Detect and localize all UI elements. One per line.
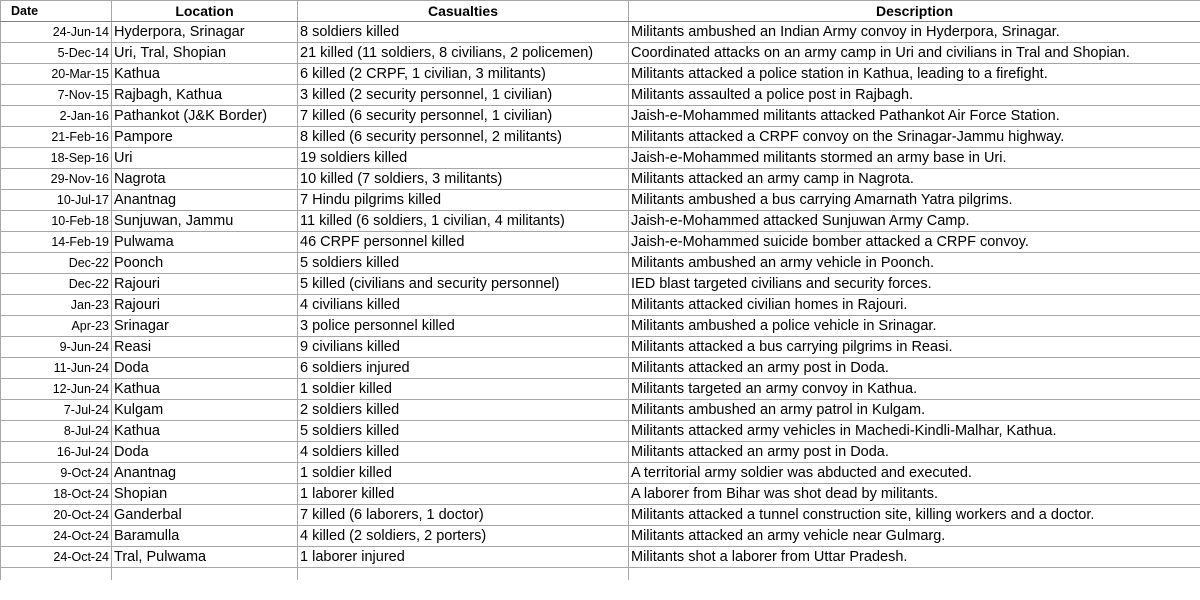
cell-date-empty[interactable] (1, 568, 112, 580)
cell-location-empty[interactable] (112, 568, 298, 580)
cell-location[interactable]: Kathua (112, 421, 298, 442)
table-row (1, 43, 1200, 64)
table-row (1, 358, 1200, 379)
cell-location[interactable]: Hyderpora, Srinagar (112, 22, 298, 43)
cell-description[interactable]: Militants assaulted a police post in Rajbagh. (629, 85, 1200, 106)
cell-description[interactable]: Militants shot a laborer from Uttar Pradesh. (629, 547, 1200, 568)
table-row (1, 85, 1200, 106)
cell-description[interactable]: Militants ambushed an army patrol in Kulgam. (629, 400, 1200, 421)
cell-location[interactable]: Doda (112, 358, 298, 379)
cell-date[interactable]: 10-Feb-18 (1, 211, 112, 232)
cell-description[interactable]: Militants attacked a CRPF convoy on the Srinagar-Jammu highway. (629, 127, 1200, 148)
cell-casualties[interactable]: 19 soldiers killed (298, 148, 629, 169)
cell-casualties[interactable]: 8 killed (6 security personnel, 2 militants) (298, 127, 629, 148)
cell-date[interactable]: Dec-22 (1, 253, 112, 274)
table-row (1, 442, 1200, 463)
cell-location[interactable]: Uri (112, 148, 298, 169)
cell-date[interactable]: Jan-23 (1, 295, 112, 316)
cell-casualties[interactable]: 21 killed (11 soldiers, 8 civilians, 2 policemen) (298, 43, 629, 64)
cell-description[interactable]: Militants attacked an army post in Doda. (629, 442, 1200, 463)
cell-description[interactable]: Jaish-e-Mohammed militants attacked Pathankot Air Force Station. (629, 106, 1200, 127)
cell-description[interactable]: Militants attacked an army post in Doda. (629, 358, 1200, 379)
cell-date[interactable]: 29-Nov-16 (1, 169, 112, 190)
cell-casualties[interactable]: 5 killed (civilians and security personnel) (298, 274, 629, 295)
table-row (1, 22, 1200, 43)
cell-casualties[interactable]: 1 laborer injured (298, 547, 629, 568)
cell-description[interactable]: Militants ambushed an Indian Army convoy in Hyderpora, Srinagar. (629, 22, 1200, 43)
cell-casualties[interactable]: 4 killed (2 soldiers, 2 porters) (298, 526, 629, 547)
table-row (1, 253, 1200, 274)
table-row (1, 295, 1200, 316)
cell-casualties[interactable]: 1 laborer killed (298, 484, 629, 505)
cell-casualties[interactable]: 10 killed (7 soldiers, 3 militants) (298, 169, 629, 190)
cell-casualties[interactable]: 4 soldiers killed (298, 442, 629, 463)
cell-location[interactable]: Rajouri (112, 295, 298, 316)
cell-casualties[interactable]: 1 soldier killed (298, 463, 629, 484)
cell-location[interactable]: Nagrota (112, 169, 298, 190)
cell-location[interactable]: Anantnag (112, 463, 298, 484)
table-row (1, 106, 1200, 127)
cell-date[interactable]: 9-Jun-24 (1, 337, 112, 358)
table-row (1, 316, 1200, 337)
cell-casualties[interactable]: 7 Hindu pilgrims killed (298, 190, 629, 211)
cell-date[interactable]: 24-Oct-24 (1, 547, 112, 568)
table-row (1, 505, 1200, 526)
cell-location[interactable]: Baramulla (112, 526, 298, 547)
cell-casualties[interactable]: 5 soldiers killed (298, 421, 629, 442)
header-casualties[interactable]: Casualties (298, 1, 629, 22)
cell-description[interactable]: Militants attacked an army vehicle near Gulmarg. (629, 526, 1200, 547)
cell-date[interactable]: 8-Jul-24 (1, 421, 112, 442)
cell-location[interactable]: Ganderbal (112, 505, 298, 526)
cell-location[interactable]: Rajbagh, Kathua (112, 85, 298, 106)
cell-date[interactable]: Dec-22 (1, 274, 112, 295)
cell-casualties[interactable]: 7 killed (6 laborers, 1 doctor) (298, 505, 629, 526)
cell-date[interactable]: 18-Sep-16 (1, 148, 112, 169)
table-row (1, 148, 1200, 169)
table-row (1, 211, 1200, 232)
cell-casualties[interactable]: 2 soldiers killed (298, 400, 629, 421)
cell-date[interactable]: 14-Feb-19 (1, 232, 112, 253)
table-row (1, 337, 1200, 358)
cell-location[interactable]: Pampore (112, 127, 298, 148)
cell-description[interactable]: Jaish-e-Mohammed attacked Sunjuwan Army Camp. (629, 211, 1200, 232)
cell-description[interactable]: Militants ambushed a bus carrying Amarnath Yatra pilgrims. (629, 190, 1200, 211)
cell-casualties[interactable]: 5 soldiers killed (298, 253, 629, 274)
cell-description[interactable]: IED blast targeted civilians and security forces. (629, 274, 1200, 295)
cell-description[interactable]: Militants attacked a police station in Kathua, leading to a firefight. (629, 64, 1200, 85)
cell-description[interactable]: A laborer from Bihar was shot dead by militants. (629, 484, 1200, 505)
cell-date[interactable]: 11-Jun-24 (1, 358, 112, 379)
header-date[interactable]: Date (1, 1, 112, 22)
cell-date[interactable]: 24-Oct-24 (1, 526, 112, 547)
cell-description[interactable]: Militants ambushed an army vehicle in Poonch. (629, 253, 1200, 274)
cell-description[interactable]: A territorial army soldier was abducted and executed. (629, 463, 1200, 484)
cell-description[interactable]: Militants ambushed a police vehicle in Srinagar. (629, 316, 1200, 337)
table-row (1, 484, 1200, 505)
cell-location[interactable]: Reasi (112, 337, 298, 358)
cell-location[interactable]: Shopian (112, 484, 298, 505)
cell-date[interactable]: 20-Mar-15 (1, 64, 112, 85)
header-location[interactable]: Location (112, 1, 298, 22)
cell-description[interactable]: Militants targeted an army convoy in Kathua. (629, 379, 1200, 400)
table-row (1, 232, 1200, 253)
cell-location[interactable]: Poonch (112, 253, 298, 274)
cell-location[interactable]: Pathankot (J&K Border) (112, 106, 298, 127)
cell-date[interactable]: 18-Oct-24 (1, 484, 112, 505)
cell-date[interactable]: 12-Jun-24 (1, 379, 112, 400)
cell-location[interactable]: Pulwama (112, 232, 298, 253)
cell-location[interactable]: Kathua (112, 379, 298, 400)
cell-date[interactable]: 5-Dec-14 (1, 43, 112, 64)
cell-location[interactable]: Doda (112, 442, 298, 463)
cell-description[interactable]: Militants attacked army vehicles in Machedi-Kindli-Malhar, Kathua. (629, 421, 1200, 442)
table-row (1, 379, 1200, 400)
cell-description[interactable]: Militants attacked a tunnel construction site, killing workers and a doctor. (629, 505, 1200, 526)
cell-date[interactable]: 10-Jul-17 (1, 190, 112, 211)
cell-casualties[interactable]: 3 killed (2 security personnel, 1 civilian) (298, 85, 629, 106)
cell-date[interactable]: 16-Jul-24 (1, 442, 112, 463)
cell-location[interactable]: Uri, Tral, Shopian (112, 43, 298, 64)
table-row (1, 400, 1200, 421)
cell-casualties[interactable]: 46 CRPF personnel killed (298, 232, 629, 253)
table-row-partial (1, 568, 1200, 580)
table-row (1, 421, 1200, 442)
cell-description[interactable]: Militants attacked an army camp in Nagrota. (629, 169, 1200, 190)
cell-date[interactable]: 24-Jun-14 (1, 22, 112, 43)
table-row (1, 547, 1200, 568)
cell-casualties[interactable]: 6 killed (2 CRPF, 1 civilian, 3 militants) (298, 64, 629, 85)
cell-date[interactable]: 21-Feb-16 (1, 127, 112, 148)
cell-casualties[interactable]: 9 civilians killed (298, 337, 629, 358)
header-row (1, 1, 1200, 22)
cell-casualties[interactable]: 8 soldiers killed (298, 22, 629, 43)
cell-casualties[interactable]: 1 soldier killed (298, 379, 629, 400)
cell-date[interactable]: 20-Oct-24 (1, 505, 112, 526)
cell-casualties[interactable]: 3 police personnel killed (298, 316, 629, 337)
cell-date[interactable]: 2-Jan-16 (1, 106, 112, 127)
table-row (1, 190, 1200, 211)
cell-location[interactable]: Anantnag (112, 190, 298, 211)
cell-casualties-empty[interactable] (298, 568, 629, 580)
table-row (1, 127, 1200, 148)
cell-casualties[interactable]: 7 killed (6 security personnel, 1 civilian) (298, 106, 629, 127)
cell-description[interactable]: Coordinated attacks on an army camp in Uri and civilians in Tral and Shopian. (629, 43, 1200, 64)
cell-description[interactable]: Jaish-e-Mohammed militants stormed an army base in Uri. (629, 148, 1200, 169)
cell-location[interactable]: Rajouri (112, 274, 298, 295)
table-row (1, 64, 1200, 85)
cell-location[interactable]: Srinagar (112, 316, 298, 337)
header-description[interactable]: Description (629, 1, 1200, 22)
cell-casualties[interactable]: 4 civilians killed (298, 295, 629, 316)
cell-location[interactable]: Sunjuwan, Jammu (112, 211, 298, 232)
cell-location[interactable]: Kathua (112, 64, 298, 85)
table-row (1, 169, 1200, 190)
cell-date[interactable]: Apr-23 (1, 316, 112, 337)
cell-date[interactable]: 9-Oct-24 (1, 463, 112, 484)
table-row (1, 526, 1200, 547)
table-row (1, 274, 1200, 295)
table-row (1, 463, 1200, 484)
cell-location[interactable]: Kulgam (112, 400, 298, 421)
cell-casualties[interactable]: 6 soldiers injured (298, 358, 629, 379)
cell-description[interactable]: Jaish-e-Mohammed suicide bomber attacked a CRPF convoy. (629, 232, 1200, 253)
cell-date[interactable]: 7-Nov-15 (1, 85, 112, 106)
cell-description[interactable]: Militants attacked civilian homes in Rajouri. (629, 295, 1200, 316)
cell-description-empty[interactable] (629, 568, 1200, 580)
cell-date[interactable]: 7-Jul-24 (1, 400, 112, 421)
cell-casualties[interactable]: 11 killed (6 soldiers, 1 civilian, 4 militants) (298, 211, 629, 232)
cell-location[interactable]: Tral, Pulwama (112, 547, 298, 568)
cell-description[interactable]: Militants attacked a bus carrying pilgrims in Reasi. (629, 337, 1200, 358)
